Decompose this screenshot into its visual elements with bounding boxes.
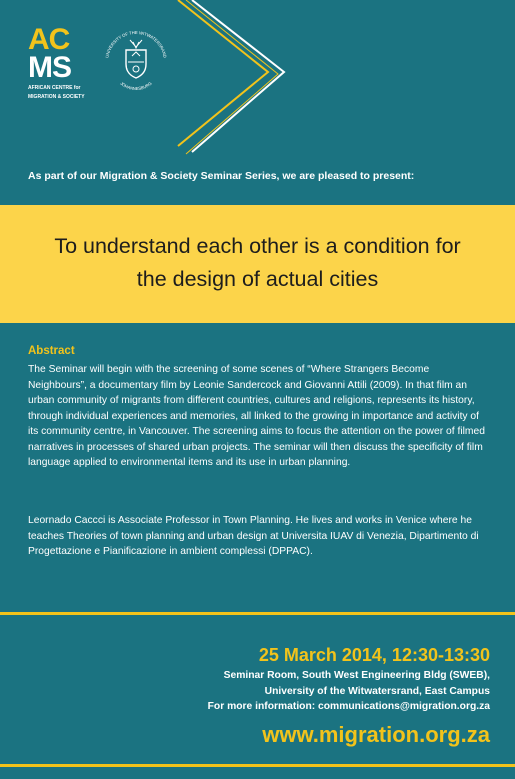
svg-text:JOHANNESBURG — [119, 81, 152, 91]
abstract-heading: Abstract — [28, 345, 75, 357]
wits-ring-text: UNIVERSITY OF THE WITWATERSRAND — [104, 29, 168, 59]
acms-logo-name-1: AFRICAN CENTRE for — [28, 85, 81, 91]
speaker-bio: Leornado Caccci is Associate Professor in Town Planning. He lives and works in Venice where he teaches Theories of town planning and urban design at Universita IUAV di Venezia, Dipartimento di Progettazione e Pianificazione in ambient complessi (DPPAC). — [28, 515, 479, 557]
title-banner — [0, 205, 515, 323]
website-link[interactable]: www.migration.org.za — [262, 722, 490, 747]
venue-line-2: University of the Witwatersrand, East Campus — [264, 685, 490, 697]
title-line-2: the design of actual cities — [136, 267, 379, 291]
abstract-text: The Seminar will begin with the screening of some scenes of “Where Strangers Become Neighbours”, a documentary film by Leonie Sandercock and Giovanni Attili (2009). In that film an urban community of migrants from different countries, cultures and religions, represents its history, through individual experiences and memories, all linked to the growing in importance and activity of its community centre, in Vancouver. The screening aims to focus the attention on the power of filmed narratives in processes of shared urban projects. The seminar will then discuss the specificity of film language applied to environmental items and its use in urban planning. — [28, 364, 485, 468]
event-date-time: 25 March 2014, 12:30-13:30 — [258, 645, 490, 665]
title-line-1: To understand each other is a condition for — [54, 234, 461, 258]
chevron-decoration-icon — [150, 0, 450, 160]
divider-bottom — [0, 764, 515, 767]
seminar-title — [0, 230, 515, 296]
venue-line-1: Seminar Room, South West Engineering Bldg (SWEB), — [223, 670, 490, 681]
contact-info: For more information: communications@migration.org.za — [207, 701, 490, 712]
venue-info — [208, 668, 490, 715]
intro-text: As part of our Migration & Society Seminar Series, we are pleased to present: — [28, 170, 415, 182]
acms-logo-ms: MS — [28, 51, 71, 84]
divider-top — [0, 612, 515, 615]
acms-logo-ac: AC — [28, 23, 70, 56]
wits-city-text: JOHANNESBURG — [119, 80, 153, 92]
acms-logo-name-2: MIGRATION & SOCIETY — [28, 94, 85, 100]
acms-logo — [28, 23, 88, 100]
